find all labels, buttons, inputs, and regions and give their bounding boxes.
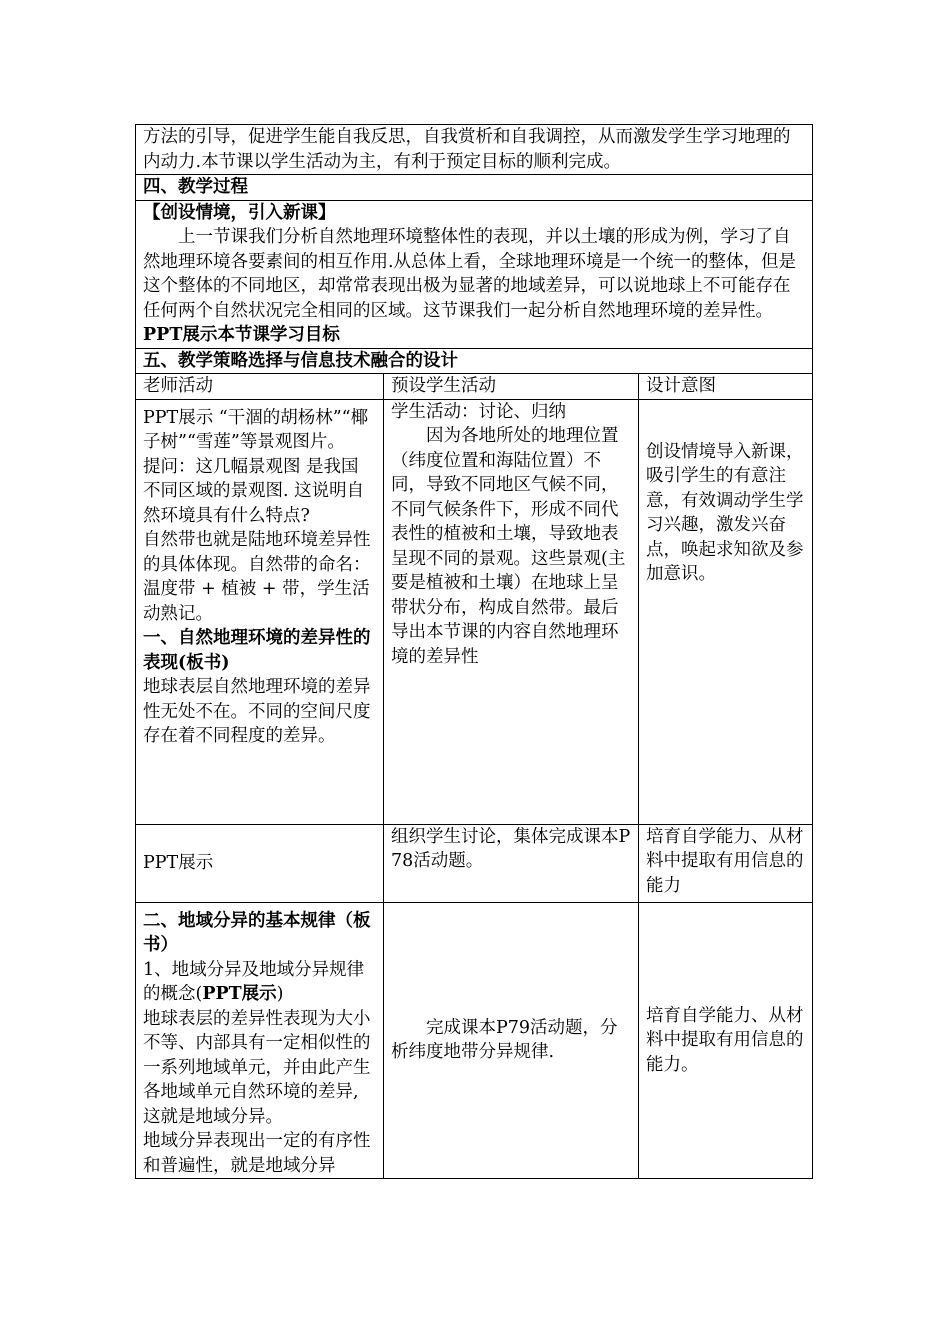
row3-teacher-heading: 二、地域分异的基本规律（板书） bbox=[143, 910, 371, 955]
column-header-student: 预设学生活动 bbox=[384, 374, 639, 400]
row1-student-para: 因为各地所处的地理位置（纬度位置和海陆位置）不同，导致不同地区气候不同，不同气候条件下，形成不同代表性的植被和土壤，导致地表呈现不同的景观。这些景观(主要是植被和土壤）在地球上呈带状分布，构成自然带。最后导出本节课的内容自然地理环境的差异性 bbox=[391, 426, 626, 667]
section4-ppt-line: PPT展示本节课学习目标 bbox=[143, 325, 340, 345]
table-row bbox=[136, 824, 813, 902]
section4-subheading: 【创设情境，引入新课】 bbox=[143, 202, 336, 223]
row1-teacher-p3: 自然带也就是陆地环境差异性的具体体现。自然带的命名：温度带 + 植被 + 带，学生活动熟记。 bbox=[143, 530, 371, 624]
row3-teacher-p1b: PPT展示 bbox=[202, 984, 277, 1004]
column-header-intent: 设计意图 bbox=[639, 374, 813, 400]
table-row bbox=[136, 399, 813, 824]
table-row bbox=[136, 902, 813, 1179]
intro-row bbox=[136, 125, 813, 175]
row1-intent: 创设情境导入新课，吸引学生的有意注意，有效调动学生学习兴趣，激发兴奋点，唤起求知欲及参加意识。 bbox=[646, 441, 804, 584]
row2-teacher-cell: PPT展示 bbox=[136, 824, 384, 902]
section4-heading: 四、教学过程 bbox=[136, 175, 813, 201]
row2-student-cell: 组织学生讨论，集体完成课本P78活动题。 bbox=[384, 824, 639, 902]
row3-intent-cell: 培育自学能力、从材料中提取有用信息的能力。 bbox=[639, 902, 813, 1179]
row1-student-line1: 学生活动：讨论、归纳 bbox=[391, 401, 566, 422]
row3-teacher-cell bbox=[136, 902, 384, 1179]
lesson-plan-table bbox=[135, 124, 813, 1179]
column-header-row bbox=[136, 374, 813, 400]
column-header-teacher: 老师活动 bbox=[136, 374, 384, 400]
row1-teacher-cell bbox=[136, 399, 384, 824]
section4-content bbox=[136, 200, 813, 348]
row1-teacher-p4: 地球表层自然地理环境的差异性无处不在。不同的空间尺度存在着不同程度的差异。 bbox=[143, 677, 371, 746]
section5-heading-row bbox=[136, 348, 813, 374]
section4-heading-row bbox=[136, 175, 813, 201]
intro-text: 方法的引导，促进学生能自我反思，自我赏析和自我调控，从而激发学生学习地理的内动力.本节课以学生活动为主，有利于预定目标的顺利完成。 bbox=[136, 125, 813, 175]
row3-student: 完成课本P79活动题，分析纬度地带分异规律. bbox=[391, 1017, 618, 1063]
row3-teacher-p1c: ) bbox=[276, 984, 284, 1004]
row3-student-cell bbox=[384, 902, 639, 1179]
row1-intent-cell bbox=[639, 399, 813, 824]
row1-teacher-p1: PPT展示 “干涸的胡杨林”“椰子树”“雪莲”等景观图片。 bbox=[143, 407, 369, 452]
row3-teacher-p3: 地域分异表现出一定的有序性和普遍性，就是地域分异 bbox=[143, 1131, 371, 1176]
row3-teacher-p1a: 1、地域分异及地域分异规律的概念( bbox=[143, 959, 365, 1004]
row1-student-cell bbox=[384, 399, 639, 824]
row3-teacher-p1 bbox=[143, 958, 376, 1007]
document-page bbox=[135, 124, 812, 1179]
row1-teacher-p2: 提问：这几幅景观图 是我国不同区域的景观图. 这说明自然环境具有什么特点? bbox=[143, 456, 365, 526]
section5-heading: 五、教学策略选择与信息技术融合的设计 bbox=[136, 348, 813, 374]
section4-content-row bbox=[136, 200, 813, 348]
row2-intent-cell: 培育自学能力、从材料中提取有用信息的能力 bbox=[639, 824, 813, 902]
section4-paragraph: 上一节课我们分析自然地理环境整体性的表现，并以土壤的形成为例，学习了自然地理环境各要素间的相互作用.从总体上看，全球地理环境是一个统一的整体，但是这个整体的不同地区，却常常表现出极为显著的地域差异，可以说地球上不可能存在任何两个自然状况完全相同的区域。这节课我们一起分析自然地理环境的差异性。 bbox=[143, 227, 797, 321]
row1-teacher-heading: 一、自然地理环境的差异性的表现(板书) bbox=[143, 628, 371, 673]
row3-teacher-p2: 地球表层的差异性表现为大小不等、内部具有一定相似性的一系列地域单元，并由此产生各地域单元自然环境的差异,这就是地域分异。 bbox=[143, 1008, 371, 1127]
